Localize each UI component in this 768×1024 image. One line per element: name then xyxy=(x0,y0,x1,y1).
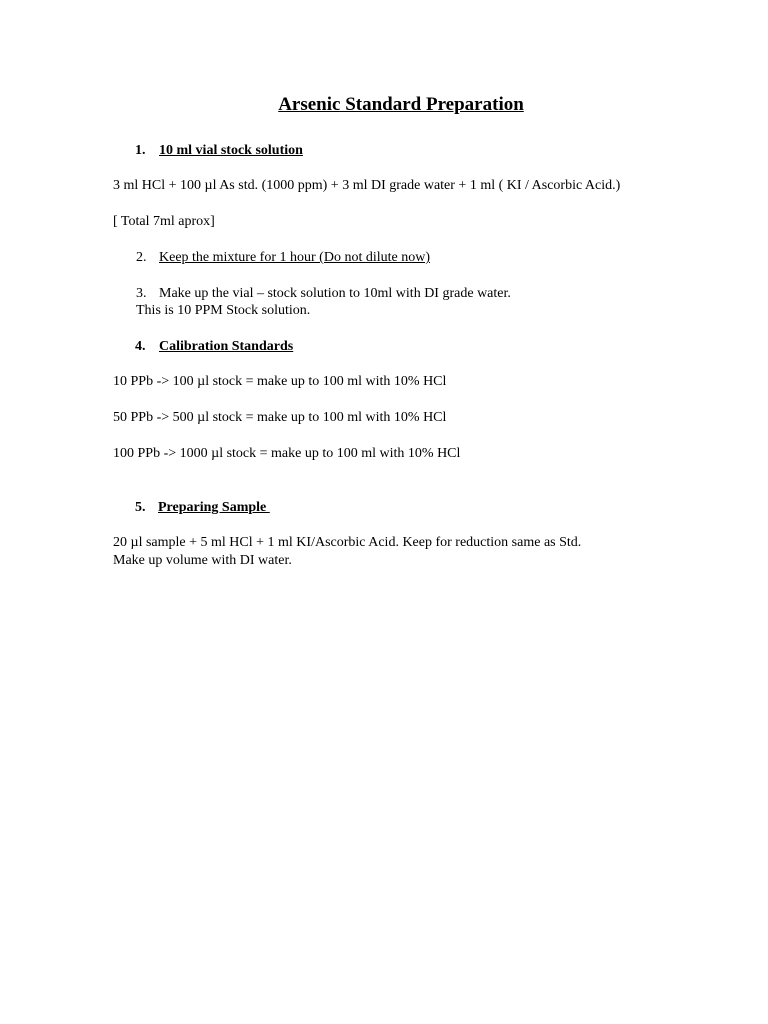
section-3-heading: Make up the vial – stock solution to 10ml with DI grade water. xyxy=(159,286,511,301)
section-4-heading: Calibration Standards xyxy=(159,339,294,354)
section-1-heading: 10 ml vial stock solution xyxy=(159,143,303,158)
section-5-number: 5. xyxy=(135,500,146,515)
section-5-heading: Preparing Sample xyxy=(158,500,270,515)
calibration-line-10ppb: 10 PPb -> 100 µl stock = make up to 100 ml with 10% HCl xyxy=(113,374,447,389)
section-3-number: 3. xyxy=(136,286,147,301)
section-1-number: 1. xyxy=(135,143,146,158)
section-4-number: 4. xyxy=(135,339,146,354)
section-2-heading: Keep the mixture for 1 hour (Do not dilute now) xyxy=(159,250,430,265)
document-title: Arsenic Standard Preparation xyxy=(278,94,524,115)
total-volume-note: [ Total 7ml aprox] xyxy=(113,214,215,229)
stock-solution-recipe: 3 ml HCl + 100 µl As std. (1000 ppm) + 3 ml DI grade water + 1 ml ( KI / Ascorbic Acid.) xyxy=(113,178,621,193)
section-3-continuation: This is 10 PPM Stock solution. xyxy=(136,303,311,318)
sample-prep-line-1: 20 µl sample + 5 ml HCl + 1 ml KI/Ascorbic Acid. Keep for reduction same as Std. xyxy=(113,535,582,550)
section-2-number: 2. xyxy=(136,250,147,265)
sample-prep-line-2: Make up volume with DI water. xyxy=(113,553,292,568)
calibration-line-50ppb: 50 PPb -> 500 µl stock = make up to 100 ml with 10% HCl xyxy=(113,410,447,425)
calibration-line-100ppb: 100 PPb -> 1000 µl stock = make up to 100 ml with 10% HCl xyxy=(113,446,461,461)
